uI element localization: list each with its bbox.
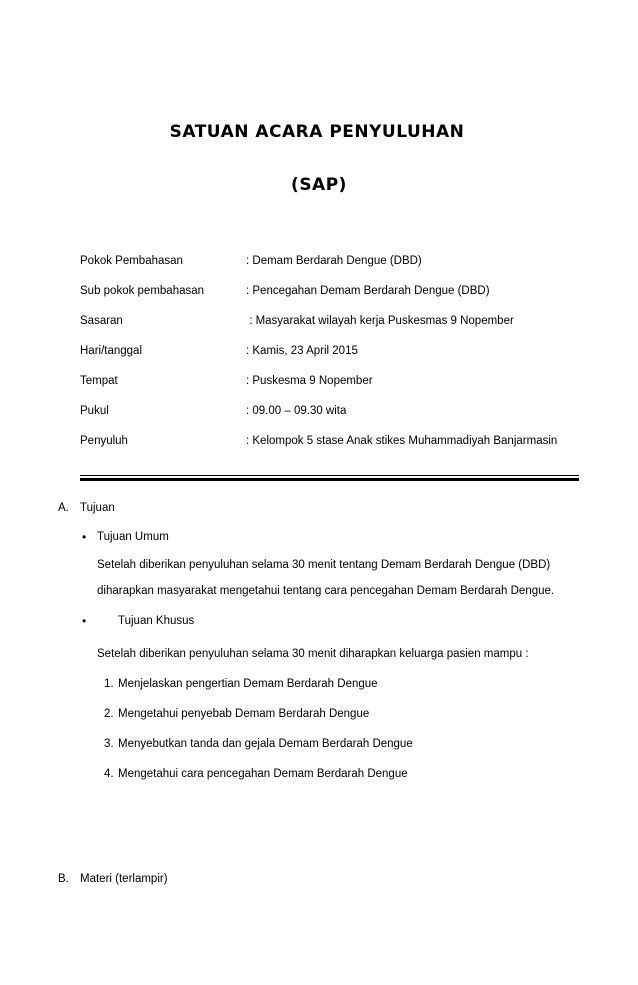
info-value: : Demam Berdarah Dengue (DBD) (246, 255, 422, 267)
bullet-khusus: • (82, 614, 87, 628)
page-subtitle: (SAP) (291, 175, 347, 195)
info-label: Tempat (80, 375, 118, 387)
list-item-number: 1. (104, 678, 114, 690)
divider-thin (80, 475, 579, 476)
bullet-umum: • (82, 530, 87, 544)
info-value: : Masyarakat wilayah kerja Puskesmas 9 Nopember (246, 315, 514, 327)
section-b-marker: B. (58, 873, 69, 885)
info-value: : Pencegahan Demam Berdarah Dengue (DBD) (246, 285, 490, 297)
info-label: Sub pokok pembahasan (80, 285, 205, 297)
tujuan-umum-heading: Tujuan Umum (97, 531, 169, 543)
list-item-number: 4. (104, 768, 114, 780)
page-title: SATUAN ACARA PENYULUHAN (169, 122, 465, 142)
tujuan-khusus-heading: Tujuan Khusus (118, 615, 195, 627)
info-value: : Kelompok 5 stase Anak stikes Muhammadiyah Banjarmasin (246, 435, 558, 447)
info-label: Sasaran (80, 315, 123, 327)
list-item: Menjelaskan pengertian Demam Berdarah Dengue (118, 678, 378, 690)
info-label: Hari/tanggal (80, 345, 143, 357)
info-value: : 09.00 – 09.30 wita (246, 405, 347, 417)
section-b-heading: Materi (terlampir) (80, 873, 168, 885)
tujuan-khusus-intro: Setelah diberikan penyuluhan selama 30 menit diharapkan keluarga pasien mampu : (97, 648, 529, 660)
divider-thick (80, 478, 579, 481)
info-value: : Kamis, 23 April 2015 (246, 345, 358, 357)
info-value: : Puskesma 9 Nopember (246, 375, 373, 387)
list-item: Mengetahui cara pencegahan Demam Berdarah Dengue (118, 768, 408, 780)
list-item-number: 2. (104, 708, 114, 720)
info-label: Pokok Pembahasan (80, 255, 183, 267)
list-item-number: 3. (104, 738, 114, 750)
section-a-marker: A. (58, 502, 69, 514)
list-item: Mengetahui penyebab Demam Berdarah Dengue (118, 708, 370, 720)
info-label: Penyuluh (80, 435, 128, 447)
tujuan-umum-line2: diharapkan masyarakat mengetahui tentang cara pencegahan Demam Berdarah Dengue. (97, 585, 555, 597)
info-label: Pukul (80, 405, 109, 417)
list-item: Menyebutkan tanda dan gejala Demam Berdarah Dengue (118, 738, 413, 750)
section-a-heading: Tujuan (80, 502, 115, 514)
tujuan-umum-line1: Setelah diberikan penyuluhan selama 30 menit tentang Demam Berdarah Dengue (DBD) (97, 559, 551, 571)
